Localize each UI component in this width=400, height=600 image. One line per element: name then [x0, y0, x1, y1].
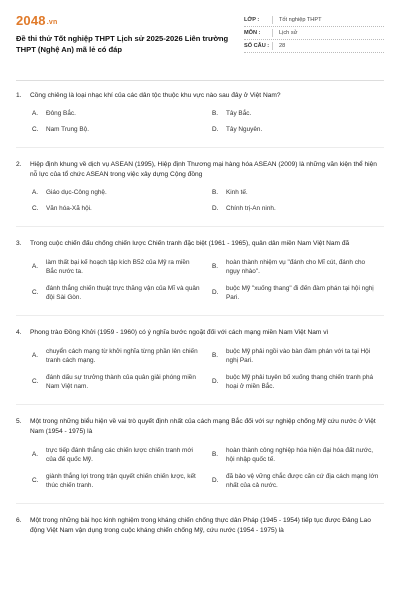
answer-option[interactable] [212, 257, 384, 277]
logo-tld: .vn [46, 19, 58, 26]
answer-option[interactable] [212, 471, 384, 491]
option-letter: D. [212, 126, 219, 134]
option-letter: C. [32, 289, 39, 297]
meta-row [244, 27, 384, 40]
question-text [16, 328, 384, 338]
option-text: buộc Mỹ phải ngồi vào bàn đàm phán với ta tại Hội nghị Pari. [226, 347, 371, 364]
option-letter: D. [212, 477, 219, 485]
answer-option[interactable] [32, 372, 204, 392]
site-logo[interactable] [16, 14, 236, 30]
question-body: Trong cuộc chiến đấu chống chiến lược Chiến tranh đặc biệt (1961 - 1965), quân dân miền Nam Việt Nam đã [30, 240, 350, 247]
option-letter: C. [32, 477, 39, 485]
option-letter: B. [212, 189, 219, 197]
question-body: Cồng chiêng là loại nhạc khí của các dân tộc thuộc khu vực nào sau đây ở Việt Nam? [30, 92, 281, 99]
question-divider [16, 315, 384, 316]
question-text [16, 516, 384, 536]
meta-key: SỐ CÂU : [244, 43, 270, 49]
option-text: Tây Nguyên. [226, 126, 263, 134]
question-item [16, 91, 384, 135]
answer-option[interactable] [32, 445, 204, 465]
question-item [16, 328, 384, 392]
option-text: Chính trị-An ninh. [226, 205, 276, 213]
question-number: 4. [16, 329, 22, 336]
option-letter: B. [212, 352, 219, 360]
option-text: Tây Bắc. [226, 110, 252, 118]
question-number: 5. [16, 418, 22, 425]
question-divider [16, 147, 384, 148]
answer-option[interactable] [212, 346, 384, 366]
option-text: đã bảo vệ vững chắc được căn cứ địa cách mạng lớn nhất của cả nước. [226, 472, 379, 489]
option-letter: D. [212, 289, 219, 297]
option-letter: D. [212, 378, 219, 386]
question-list [16, 91, 384, 536]
question-body: Hiệp định khung về dịch vụ ASEAN (1995), Hiệp định Thương mại hàng hóa ASEAN (2009) là những văn kiện thể hiện nỗ lực của tổ chức ASEAN trong việc xây dựng Cộng đồng [30, 161, 377, 178]
option-letter: B. [212, 263, 219, 271]
answer-options [16, 188, 384, 214]
answer-option[interactable] [32, 204, 204, 214]
option-text: Đông Bắc. [46, 110, 76, 118]
question-text [16, 239, 384, 249]
option-letter: B. [212, 110, 219, 118]
option-letter: D. [212, 205, 219, 213]
answer-option[interactable] [212, 283, 384, 303]
option-letter: A. [32, 263, 39, 271]
answer-options [16, 346, 384, 392]
meta-value: 28 [279, 43, 286, 49]
exam-header [16, 14, 384, 74]
option-text: làm thất bại kế hoạch tập kích B52 của Mỹ ra miền Bắc nước ta. [46, 258, 190, 275]
header-divider [16, 80, 384, 81]
meta-value: Lịch sử [279, 30, 298, 36]
answer-option[interactable] [32, 188, 204, 198]
option-text: buộc Mỹ "xuống thang" đi đến đàm phán tại hội nghị Pari. [226, 284, 374, 301]
answer-option[interactable] [212, 204, 384, 214]
option-text: trực tiếp đánh thắng các chiến lược chiến tranh mới của đế quốc Mỹ. [46, 446, 193, 463]
option-letter: C. [32, 378, 39, 386]
option-text: Nam Trung Bộ. [46, 126, 89, 134]
question-body: Một trong những bài học kinh nghiệm trong kháng chiến chống thực dân Pháp (1945 - 1954) tiếp tục được Đảng Lao động Việt Nam vận dụng trong cuộc kháng chiến chống Mỹ, cứu nước (1954 - 1975) là [30, 517, 371, 534]
option-text: Kinh tế. [226, 189, 248, 197]
exam-title: Đề thi thử Tốt nghiệp THPT Lịch sử 2025-2026 Liên trường THPT (Nghệ An) mã lẻ có đáp [16, 34, 229, 54]
answer-option[interactable] [212, 445, 384, 465]
answer-option[interactable] [32, 257, 204, 277]
option-text: Văn hóa-Xã hội. [46, 205, 92, 213]
question-item [16, 417, 384, 491]
question-text [16, 160, 384, 180]
option-letter: B. [212, 451, 219, 459]
logo-text: 2048 [16, 13, 46, 28]
option-text: Giáo dục-Công nghệ. [46, 189, 107, 197]
question-number: 2. [16, 161, 22, 168]
answer-option[interactable] [212, 372, 384, 392]
answer-option[interactable] [32, 125, 204, 135]
meta-separator [272, 29, 273, 37]
question-number: 3. [16, 240, 22, 247]
meta-key: MÔN : [244, 30, 261, 36]
option-text: chuyển cách mạng từ khởi nghĩa từng phần lên chiến tranh cách mạng. [46, 347, 198, 364]
question-divider [16, 226, 384, 227]
option-letter: A. [32, 451, 39, 459]
option-letter: A. [32, 110, 39, 118]
question-divider [16, 503, 384, 504]
meta-key: LỚP : [244, 17, 260, 23]
answer-option[interactable] [212, 188, 384, 198]
question-text [16, 91, 384, 101]
option-text: hoàn thành công nghiệp hóa hiện đại hóa đất nước, hội nhập quốc tế. [226, 446, 374, 463]
meta-separator [272, 16, 273, 24]
brand-block [16, 14, 236, 55]
option-text: đánh thắng chiến thuật trực thăng vận của Mĩ và quân đội Sài Gòn. [46, 284, 200, 301]
meta-value: Tốt nghiệp THPT [279, 17, 322, 23]
answer-option[interactable] [212, 109, 384, 119]
option-letter: A. [32, 189, 39, 197]
question-number: 1. [16, 92, 22, 99]
meta-separator [272, 42, 273, 50]
answer-options [16, 445, 384, 491]
question-divider [16, 404, 384, 405]
answer-option[interactable] [32, 471, 204, 491]
answer-options [16, 109, 384, 135]
question-item [16, 516, 384, 536]
option-text: giành thắng lợi trong trận quyết chiến chiến lược, kết thúc chiến tranh. [46, 472, 196, 489]
answer-option[interactable] [32, 346, 204, 366]
meta-row [244, 40, 384, 53]
answer-options [16, 257, 384, 303]
answer-option[interactable] [32, 109, 204, 119]
question-item [16, 239, 384, 303]
option-letter: C. [32, 205, 39, 213]
option-text: buộc Mỹ phải tuyên bố xuống thang chiến tranh phá hoại ở miền Bắc. [226, 373, 374, 390]
exam-meta [244, 14, 384, 53]
option-letter: C. [32, 126, 39, 134]
option-text: đánh dấu sự trưởng thành của quân giải phóng miền Nam Việt nam. [46, 373, 196, 390]
question-body: Phong trào Đồng Khởi (1959 - 1960) có ý nghĩa bước ngoặt đối với cách mạng miền Nam Việt Nam vì [30, 329, 329, 336]
question-item [16, 160, 384, 214]
question-number: 6. [16, 517, 22, 524]
question-body: Một trong những biểu hiện về vai trò quyết định nhất của cách mạng Bắc đối với sự nghiệp chống Mỹ cứu nước ở Việt Nam (1954 - 1975) là [30, 418, 376, 435]
answer-option[interactable] [32, 283, 204, 303]
answer-option[interactable] [212, 125, 384, 135]
question-text [16, 417, 384, 437]
option-letter: A. [32, 352, 39, 360]
option-text: hoàn thành nhiệm vụ "đánh cho Mĩ cút, đánh cho ngụy nhào". [226, 258, 366, 275]
meta-row [244, 14, 384, 27]
